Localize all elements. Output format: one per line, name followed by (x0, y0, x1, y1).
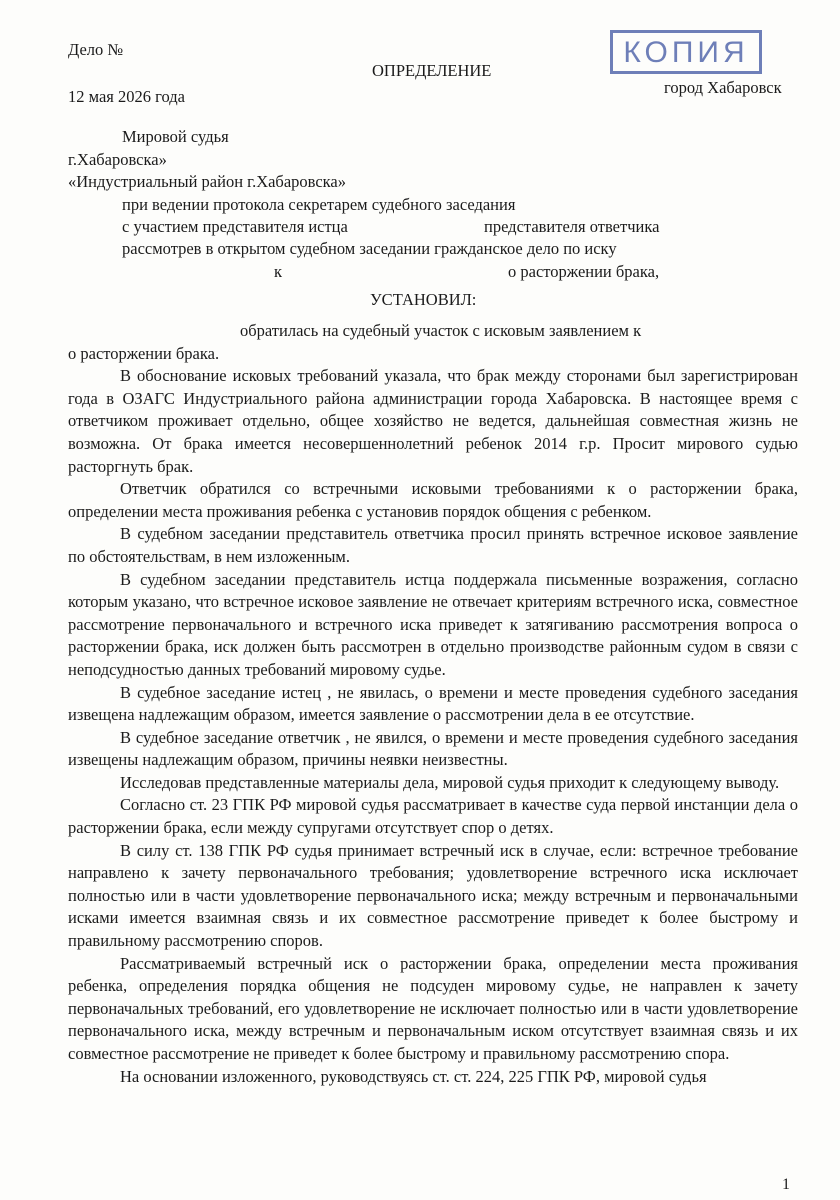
intro-line-5a: с участием представителя истца (122, 217, 348, 236)
paragraph: Исследовав представленные материалы дела, мировой судья приходит к следующему выводу. (120, 772, 780, 792)
section-title: УСТАНОВИЛ: (370, 290, 477, 309)
intro-line-2: г.Хабаровска» (68, 150, 167, 169)
intro-line-7a: к (274, 262, 283, 281)
page-number: 1 (782, 1176, 790, 1193)
document-title: ОПРЕДЕЛЕНИЕ (372, 61, 492, 80)
paragraph: В обоснование исковых требований указала, что брак между сторонами был зарегистрирован года в ОЗАГС Индустриального района администрации города Хабаровска. В настоящее время с ответчиком проживает отдельно, общее хозяйство не ведется, дальнейшая совместная жизнь не возможна. От брака имеется несовершеннолетний ребенок 2014 г.р. Просит мирового судью расторгнуть брак. (68, 366, 798, 476)
paragraph: На основании изложенного, руководствуясь ст. ст. 224, 225 ГПК РФ, мировой судья (120, 1066, 707, 1086)
paragraph: В судебном заседании представитель ответчика просил принять встречное исковое заявление по обстоятельствам, в нем изложенным. (68, 524, 798, 566)
document-city: город Хабаровск (664, 78, 782, 97)
intro-line-5b: представителя ответчика (484, 217, 660, 236)
paragraph: В судебном заседании представитель истца поддержала письменные возражения, согласно которым указано, что встречное исковое заявление не отвечает критериям встречного иска, совместное рассмотрение первоначального и встречного иска приведет к затягиванию рассмотрения вопроса о расторжении брака, иск должен быть рассмотрен в отдельно производстве районным судом в связи с неподсудностью данных требований мировому судье. (68, 569, 798, 679)
document-body (68, 320, 798, 1088)
paragraph: о расторжении брака. (68, 343, 220, 363)
paragraph: обратилась на судебный участок с исковым заявлением к (240, 321, 642, 340)
case-number: Дело № (68, 40, 124, 59)
intro-line-3: «Индустриальный район г.Хабаровска» (68, 172, 347, 191)
document-date: 12 мая 2026 года (68, 87, 185, 106)
paragraph: В судебное заседание ответчик , не явился, о времени и месте проведения судебного заседания извещены надлежащим образом, причины неявки неизвестны. (68, 727, 798, 770)
intro-line-7b: о расторжении брака, (508, 262, 660, 281)
intro-line-4: при ведении протокола секретарем судебного заседания (122, 195, 516, 214)
intro-line-6: рассмотрев в открытом судебном заседании гражданское дело по иску (122, 239, 617, 258)
paragraph: В силу ст. 138 ГПК РФ судья принимает встречный иск в случае, если: встречное требование направлено к зачету первоначального требования; удовлетворение встречного иска исключает полностью или в части удовлетворение первоначального иска; между встречным и первоначальными исками имеется взаимная связь и их совместное рассмотрение приведет к более быстрому и правильному рассмотрению споров. (68, 840, 798, 951)
intro-line-1: Мировой судья (122, 127, 229, 146)
copy-stamp: КОПИЯ (610, 30, 762, 74)
paragraph: Ответчик обратился со встречными исковыми требованиями к о расторжении брака, определении места проживания ребенка с установив порядок общения с ребенком. (68, 479, 798, 521)
paragraph: Рассматриваемый встречный иск о расторжении брака, определении места проживания ребенка, определения порядка общения не подсуден мировому судье, не направлен к зачету первоначальных требований, его удовлетворение не исключает полностью или в части удовлетворение первоначального иска, между встречным и первоначальным иском отсутствует взаимная связь и их совместное рассмотрение не приведет к более быстрому и правильному рассмотрению спора. (68, 953, 798, 1063)
paragraph: Согласно ст. 23 ГПК РФ мировой судья рассматривает в качестве суда первой инстанции дела о расторжении брака, если между супругами отсутствует спор о детях. (68, 795, 798, 838)
paragraph: В судебное заседание истец , не явилась, о времени и месте проведения судебного заседания извещена надлежащим образом, имеется заявление о рассмотрении дела в ее отсутствие. (68, 682, 798, 725)
